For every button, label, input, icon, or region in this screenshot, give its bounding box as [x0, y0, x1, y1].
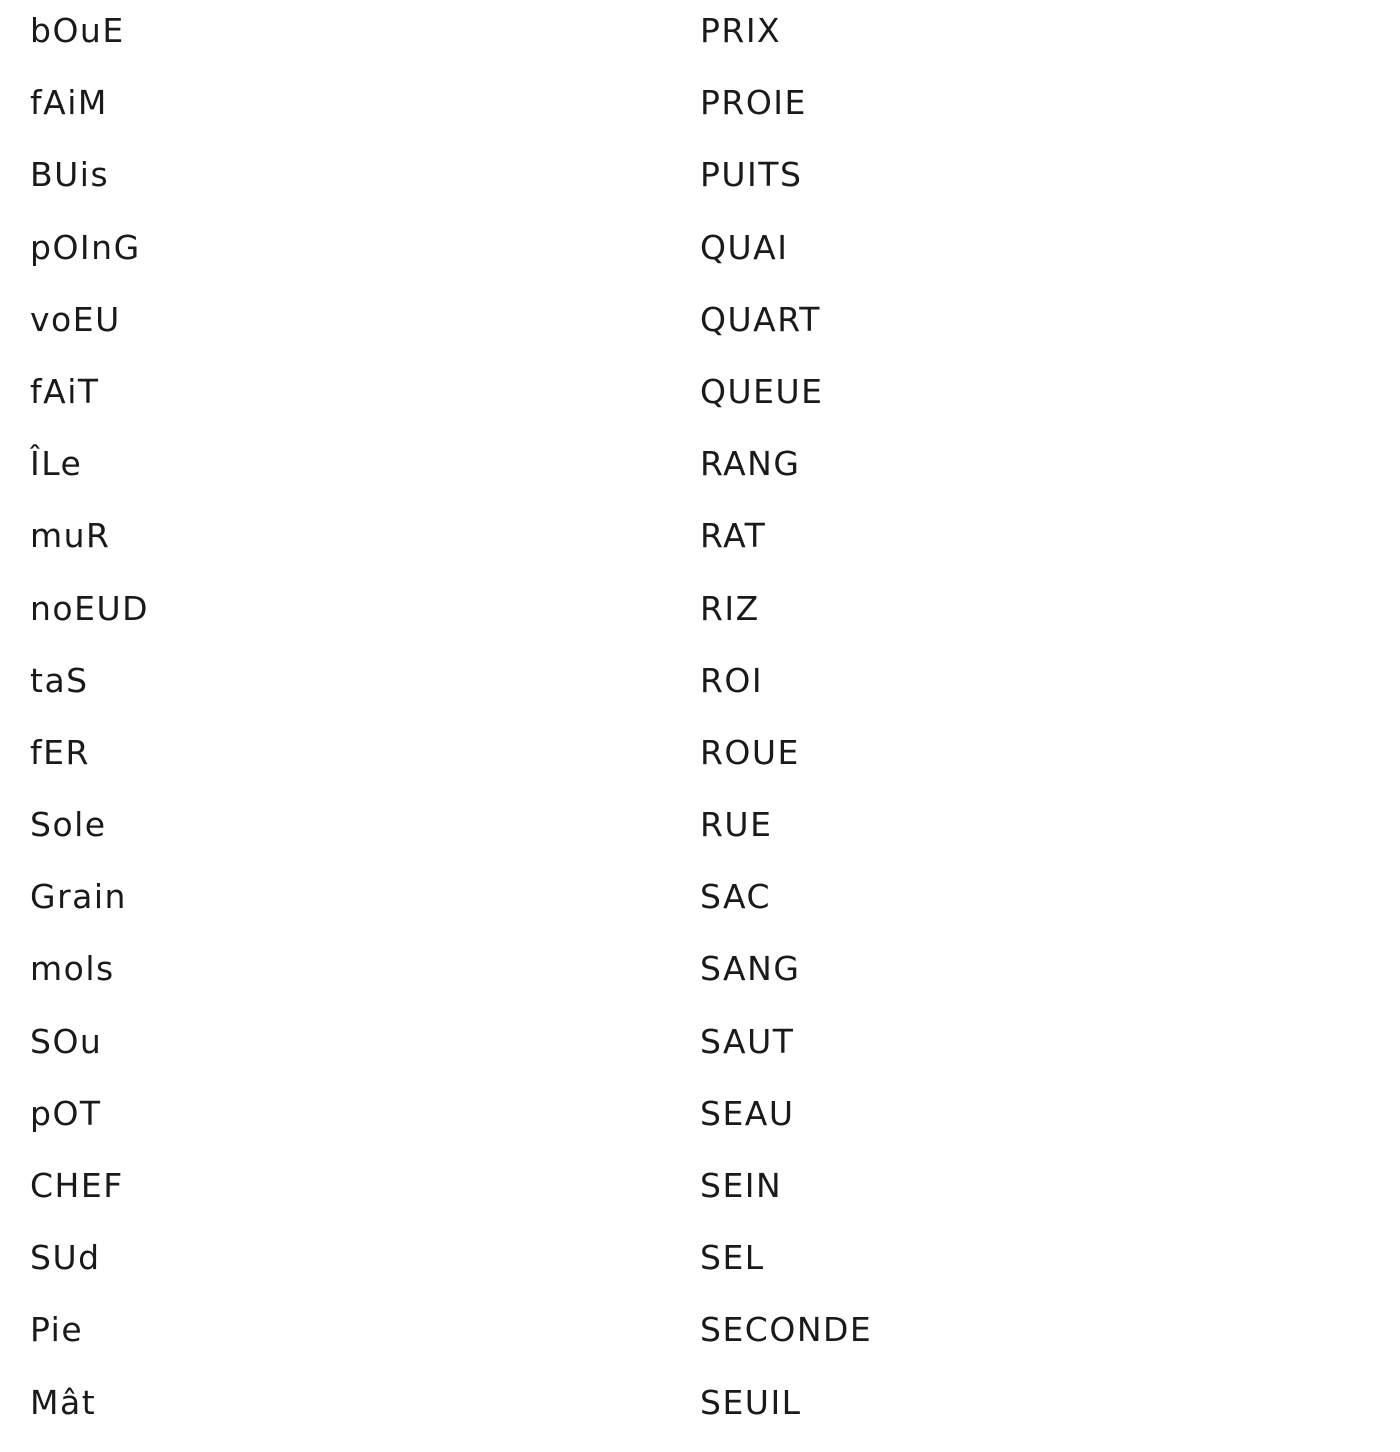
word-item: QUART [700, 299, 821, 339]
word-item: RANG [700, 444, 801, 484]
word-item: SAUT [700, 1021, 795, 1061]
right-word-column [700, 8, 872, 1452]
word-item: QUEUE [700, 371, 824, 411]
word-item: BUis [30, 155, 110, 195]
word-item: Grain [30, 877, 127, 917]
word-item: ROUE [700, 732, 800, 772]
word-item: SANG [700, 949, 801, 989]
word-item: pOT [30, 1093, 102, 1133]
word-item: pOInG [30, 227, 141, 267]
left-word-column [30, 8, 149, 1452]
word-item: PROIE [700, 83, 807, 123]
word-item: Mât [30, 1382, 97, 1422]
word-item: taS [30, 660, 89, 700]
word-item: SOu [30, 1021, 103, 1061]
word-item: CHEF [30, 1166, 124, 1205]
word-item: RIZ [700, 588, 760, 628]
word-item: muR [30, 516, 111, 556]
word-item: fAiT [30, 371, 100, 411]
word-item: ROI [700, 660, 764, 700]
word-item: Sole [30, 805, 107, 845]
word-item: ÎLe [30, 444, 83, 484]
word-item: fAiM [30, 83, 108, 123]
word-item: QUAI [700, 227, 789, 267]
word-item: fER [30, 732, 90, 772]
word-item: bOuE [30, 11, 125, 50]
word-item: SEL [700, 1238, 765, 1278]
word-item: PRIX [700, 11, 782, 50]
word-item: RUE [700, 805, 773, 845]
word-item: SEUIL [700, 1382, 802, 1422]
word-item: SEAU [700, 1093, 795, 1133]
word-item: SECONDE [700, 1310, 873, 1350]
word-item: SUd [30, 1238, 101, 1278]
word-item: SAC [700, 877, 772, 917]
word-item: Pie [30, 1310, 84, 1350]
word-item: mols [30, 949, 115, 989]
word-item: PUITS [700, 155, 803, 195]
word-item: RAT [700, 516, 767, 556]
word-item: SEIN [700, 1166, 783, 1205]
word-item: voEU [30, 299, 121, 339]
word-item: noEUD [30, 588, 150, 628]
